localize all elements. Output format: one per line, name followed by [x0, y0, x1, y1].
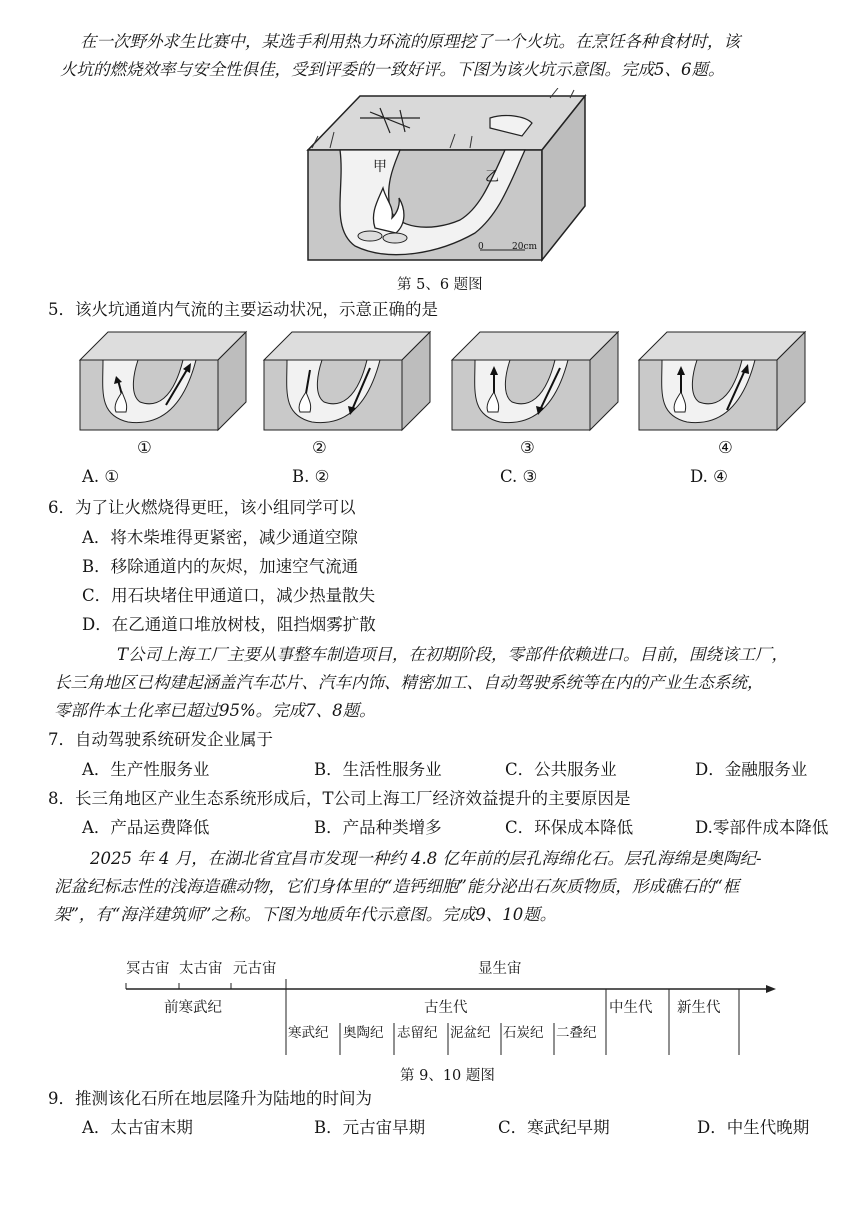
eon-proterozoic: 元古宙 [233, 961, 277, 977]
passage2-line1: T公司上海工厂主要从事整车制造项目，在初期阶段，零部件依赖进口。目前，围绕该工厂， [117, 645, 789, 664]
q8-option-d[interactable]: D.零部件成本降低 [695, 818, 829, 837]
q9-option-b[interactable]: B．元古宙早期 [314, 1118, 426, 1137]
q5-stem: 5．该火坑通道内气流的主要运动状况，示意正确的是 [48, 300, 438, 319]
q8-stem: 8．长三角地区产业生态系统形成后，T公司上海工厂经济效益提升的主要原因是 [48, 789, 631, 808]
q5-panel-2 [262, 330, 432, 432]
q5-option-a[interactable]: A. ① [82, 467, 120, 486]
timeline-arrow-icon [766, 985, 776, 993]
period-silurian: 志留纪 [397, 1025, 438, 1041]
q5-panel-1 [78, 330, 248, 432]
q5-panel-label-1: ① [137, 438, 152, 457]
q7-option-a[interactable]: A．生产性服务业 [82, 760, 210, 779]
q7-option-d[interactable]: D．金融服务业 [695, 760, 808, 779]
era-paleozoic: 古生代 [424, 1000, 468, 1016]
q5-panel-3 [450, 330, 620, 432]
passage2-line3: 零部件本土化率已超过95%。完成7、8题。 [54, 701, 376, 720]
period-permian: 二叠纪 [556, 1025, 597, 1041]
passage1-line2: 火坑的燃烧效率与安全性俱佳，受到评委的一致好评。下图为该火坑示意图。完成5、6题。 [60, 60, 725, 79]
period-carboniferous: 石炭纪 [503, 1025, 544, 1041]
q5-option-c[interactable]: C. ③ [500, 467, 538, 486]
period-ordovician: 奥陶纪 [343, 1025, 384, 1041]
passage1-line1: 在一次野外求生比赛中，某选手利用热力环流的原理挖了一个火坑。在烹饪各种食材时，该 [80, 32, 740, 51]
q5-panel-label-2: ② [312, 438, 327, 457]
label-jia: 甲 [373, 159, 387, 175]
q6-option-c[interactable]: C．用石块堵住甲通道口，减少热量散失 [82, 586, 376, 605]
q7-option-b[interactable]: B．生活性服务业 [314, 760, 442, 779]
q6-option-d[interactable]: D．在乙通道口堆放树枝，阻挡烟雾扩散 [82, 615, 376, 634]
timeline-caption: 第 9、10 题图 [400, 1068, 495, 1084]
q5-option-d[interactable]: D. ④ [690, 467, 728, 486]
q9-option-c[interactable]: C．寒武纪早期 [498, 1118, 610, 1137]
q8-option-b[interactable]: B．产品种类增多 [314, 818, 442, 837]
q5-panel-label-3: ③ [520, 438, 535, 457]
q9-option-d[interactable]: D．中生代晚期 [697, 1118, 810, 1137]
period-devonian: 泥盆纪 [450, 1025, 491, 1041]
eon-phanerozoic: 显生宙 [478, 961, 522, 977]
q9-stem: 9．推测该化石所在地层隆升为陆地的时间为 [48, 1089, 372, 1108]
era-cenozoic: 新生代 [677, 1000, 721, 1016]
eon-hadean: 冥古宙 [126, 961, 170, 977]
q8-option-c[interactable]: C．环保成本降低 [505, 818, 634, 837]
fire-pit-diagram [300, 88, 590, 268]
q6-stem: 6．为了让火燃烧得更旺，该小组同学可以 [48, 498, 356, 517]
figure1-caption: 第 5、6 题图 [397, 277, 483, 293]
q6-option-b[interactable]: B．移除通道内的灰烬，加速空气流通 [82, 557, 359, 576]
label-yi: 乙 [485, 169, 499, 185]
q7-stem: 7．自动驾驶系统研发企业属于 [48, 730, 273, 749]
era-precambrian: 前寒武纪 [164, 1000, 222, 1016]
q8-option-a[interactable]: A．产品运费降低 [82, 818, 210, 837]
q5-panel-label-4: ④ [718, 438, 733, 457]
q5-option-b[interactable]: B. ② [292, 467, 330, 486]
scale-zero: 0 [478, 242, 484, 252]
q7-option-c[interactable]: C．公共服务业 [505, 760, 617, 779]
q9-option-a[interactable]: A．太古宙末期 [82, 1118, 193, 1137]
era-mesozoic: 中生代 [609, 1000, 653, 1016]
eon-archean: 太古宙 [179, 961, 223, 977]
passage3-line2: 泥盆纪标志性的浅海造礁动物，它们身体里的“造钙细胞”能分泌出石灰质物质，形成礁石的“框 [54, 877, 740, 896]
scale-end: 20cm [512, 242, 538, 252]
passage2-line2: 长三角地区已构建起涵盖汽车芯片、汽车内饰、精密加工、自动驾驶系统等在内的产业生态系统， [54, 673, 764, 692]
q6-option-a[interactable]: A．将木柴堆得更紧密，减少通道空隙 [82, 528, 358, 547]
q5-panel-4 [637, 330, 807, 432]
period-cambrian: 寒武纪 [288, 1025, 329, 1041]
passage3-line1: 2025 年 4 月，在湖北省宜昌市发现一种约 4.8 亿年前的层孔海绵化石。层孔海绵是奥陶纪- [90, 849, 762, 868]
passage3-line3: 架”，有“海洋建筑师”之称。下图为地质年代示意图。完成9、10题。 [54, 905, 557, 924]
